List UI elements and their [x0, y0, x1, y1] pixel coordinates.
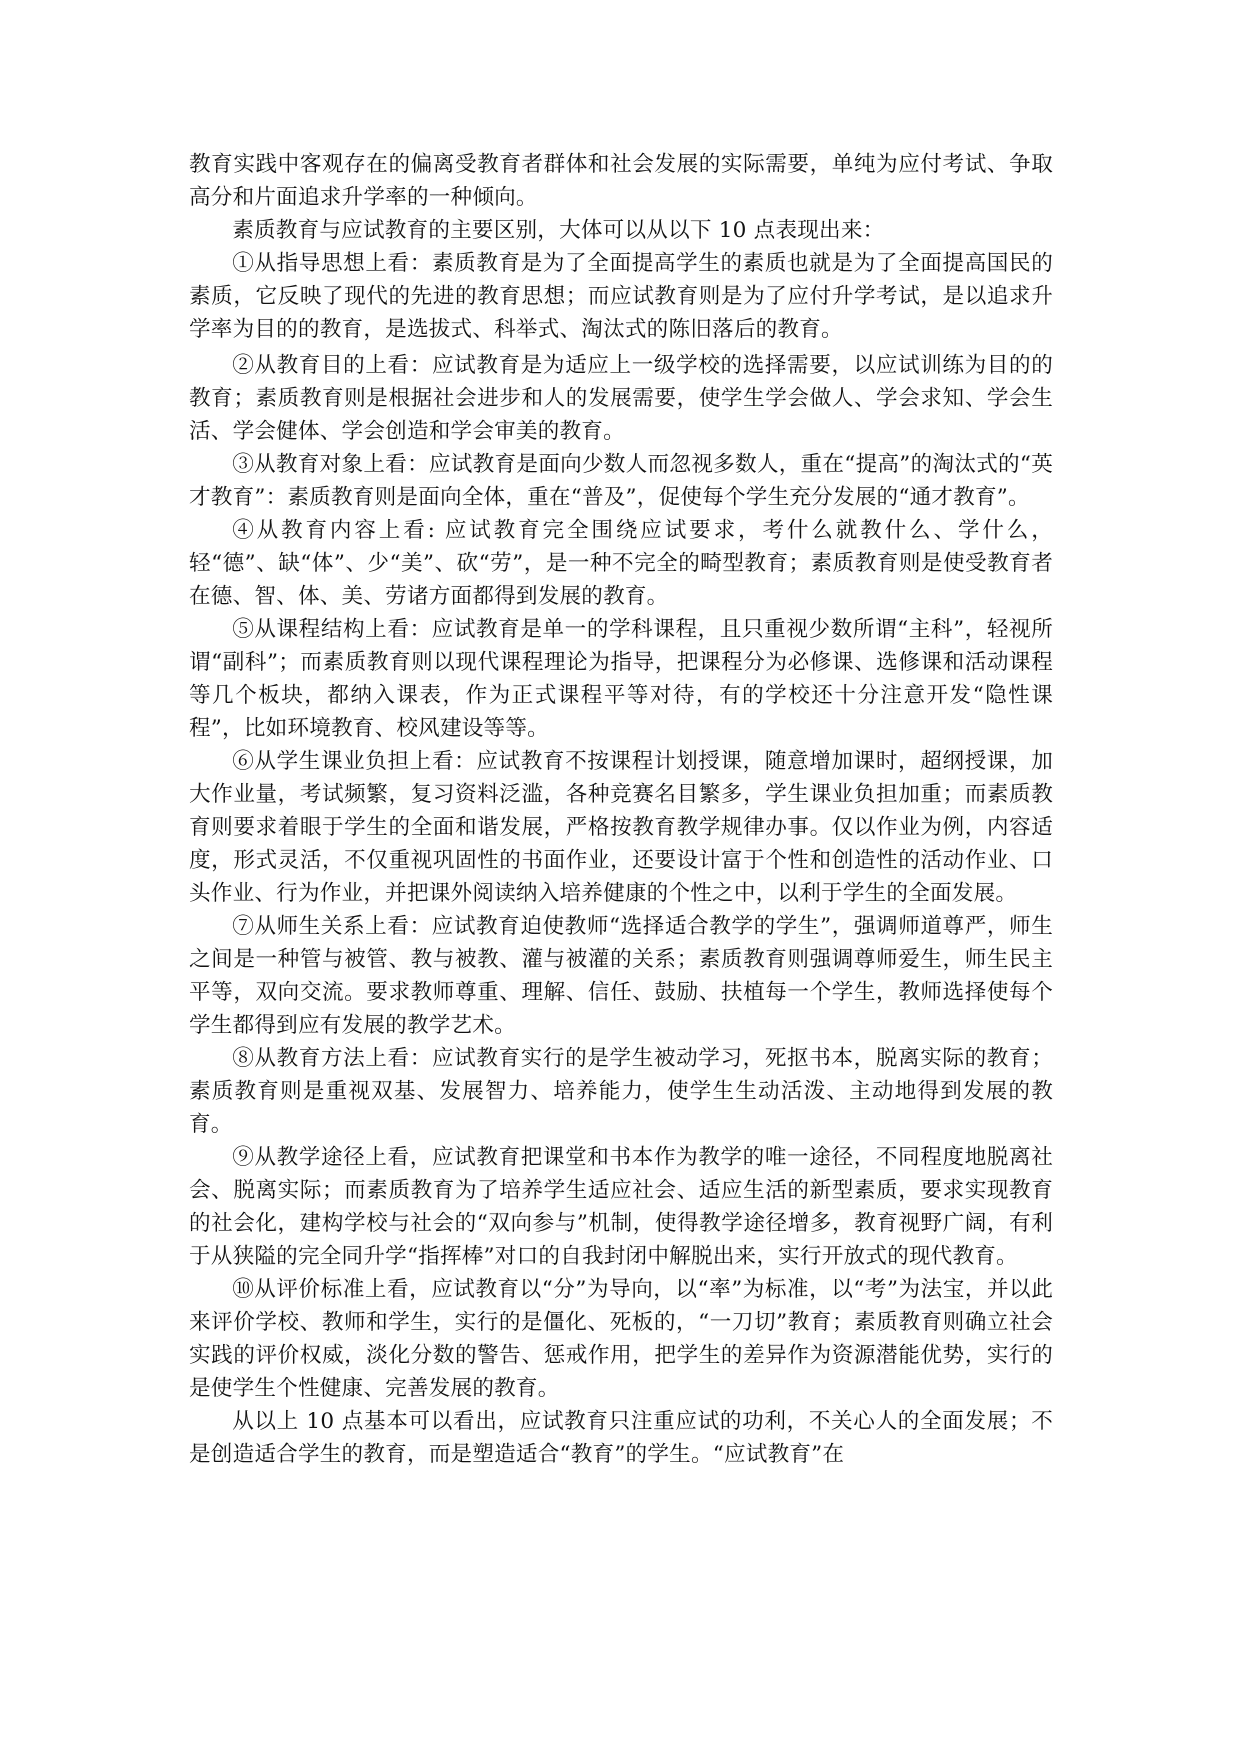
paragraph-intro-continuation: 教育实践中客观存在的偏离受教育者群体和社会发展的实际需要，单纯为应付考试、争取高分和片面追求升学率的一种倾向。	[189, 152, 1053, 210]
paragraph-point-8-teaching-method: ⑧从教育方法上看：应试教育实行的是学生被动学习，死抠书本，脱离实际的教育；素质教育则是重视双基、发展智力、培养能力，使学生生动活泼、主动地得到发展的教育。	[189, 1046, 1053, 1137]
paragraph-point-7-teacher-student-relation: ⑦从师生关系上看：应试教育迫使教师“选择适合教学的学生”，强调师道尊严，师生之间是一种管与被管、教与被教、灌与被灌的关系；素质教育则强调尊师爱生，师生民主平等，双向交流。要求教师尊重、理解、信任、鼓励、扶植每一个学生，教师选择使每个学生都得到应有发展的教学艺术。	[189, 914, 1053, 1038]
document-page	[189, 148, 1053, 1471]
paragraph-point-6-student-workload: ⑥从学生课业负担上看：应试教育不按课程计划授课，随意增加课时，超纲授课，加大作业量，考试频繁，复习资料泛滥，各种竞赛名目繁多，学生课业负担加重；而素质教育则要求着眼于学生的全面和谐发展，严格按教育教学规律办事。仅以作业为例，内容适度，形式灵活，不仅重视巩固性的书面作业，还要设计富于个性和创造性的活动作业、口头作业、行为作业，并把课外阅读纳入培养健康的个性之中，以利于学生的全面发展。	[189, 749, 1053, 906]
paragraph-point-9-teaching-approach: ⑨从教学途径上看，应试教育把课堂和书本作为教学的唯一途径，不同程度地脱离社会、脱离实际；而素质教育为了培养学生适应社会、适应生活的新型素质，要求实现教育的社会化，建构学校与社会的“双向参与”机制，使得教学途径增多，教育视野广阔，有利于从狭隘的完全同升学“指挥棒”对口的自我封闭中解脱出来，实行开放式的现代教育。	[189, 1145, 1053, 1269]
paragraph-point-5-curriculum-structure: ⑤从课程结构上看：应试教育是单一的学科课程，且只重视少数所谓“主科”，轻视所谓“副科”；而素质教育则以现代课程理论为指导，把课程分为必修课、选修课和活动课程等几个板块，都纳入课表，作为正式课程平等对待，有的学校还十分注意开发“隐性课程”，比如环境教育、校风建设等等。	[189, 617, 1053, 741]
paragraph-point-2-educational-goal: ②从教育目的上看：应试教育是为适应上一级学校的选择需要，以应试训练为目的的教育；素质教育则是根据社会进步和人的发展需要，使学生学会做人、学会求知、学会生活、学会健体、学会创造和学会审美的教育。	[189, 353, 1053, 444]
paragraph-point-3-educational-target: ③从教育对象上看：应试教育是面向少数人而忽视多数人，重在“提高”的淘汰式的“英才教育”：素质教育则是面向全体，重在“普及”，促使每个学生充分发展的“通才教育”。	[189, 452, 1053, 510]
paragraph-point-1-guiding-ideology: ①从指导思想上看：素质教育是为了全面提高学生的素质也就是为了全面提高国民的素质，它反映了现代的先进的教育思想；而应试教育则是为了应付升学考试，是以追求升学率为目的的教育，是选拔式、科举式、淘汰式的陈旧落后的教育。	[189, 251, 1053, 342]
paragraph-differences-overview: 素质教育与应试教育的主要区别，大体可以从以下 10 点表现出来：	[232, 218, 885, 243]
paragraph-point-4-educational-content: ④从教育内容上看: 应试教育完全围绕应试要求，考什么就教什么、学什么，轻“德”、缺“体”、少“美”、砍“劳”，是一种不完全的畸型教育；素质教育则是使受教育者在德、智、体、美、劳诸方面都得到发展的教育。	[189, 518, 1053, 609]
paragraph-point-10-evaluation-standard: ⑩从评价标准上看，应试教育以“分”为导向，以“率”为标准，以“考”为法宝，并以此来评价学校、教师和学生，实行的是僵化、死板的，“一刀切”教育；素质教育则确立社会实践的评价权威，淡化分数的警告、惩戒作用，把学生的差异作为资源潜能优势，实行的是使学生个性健康、完善发展的教育。	[189, 1277, 1053, 1401]
paragraph-conclusion: 从以上 10 点基本可以看出，应试教育只注重应试的功利，不关心人的全面发展；不是创造适合学生的教育，而是塑造适合“教育”的学生。“应试教育”在	[189, 1409, 1053, 1467]
